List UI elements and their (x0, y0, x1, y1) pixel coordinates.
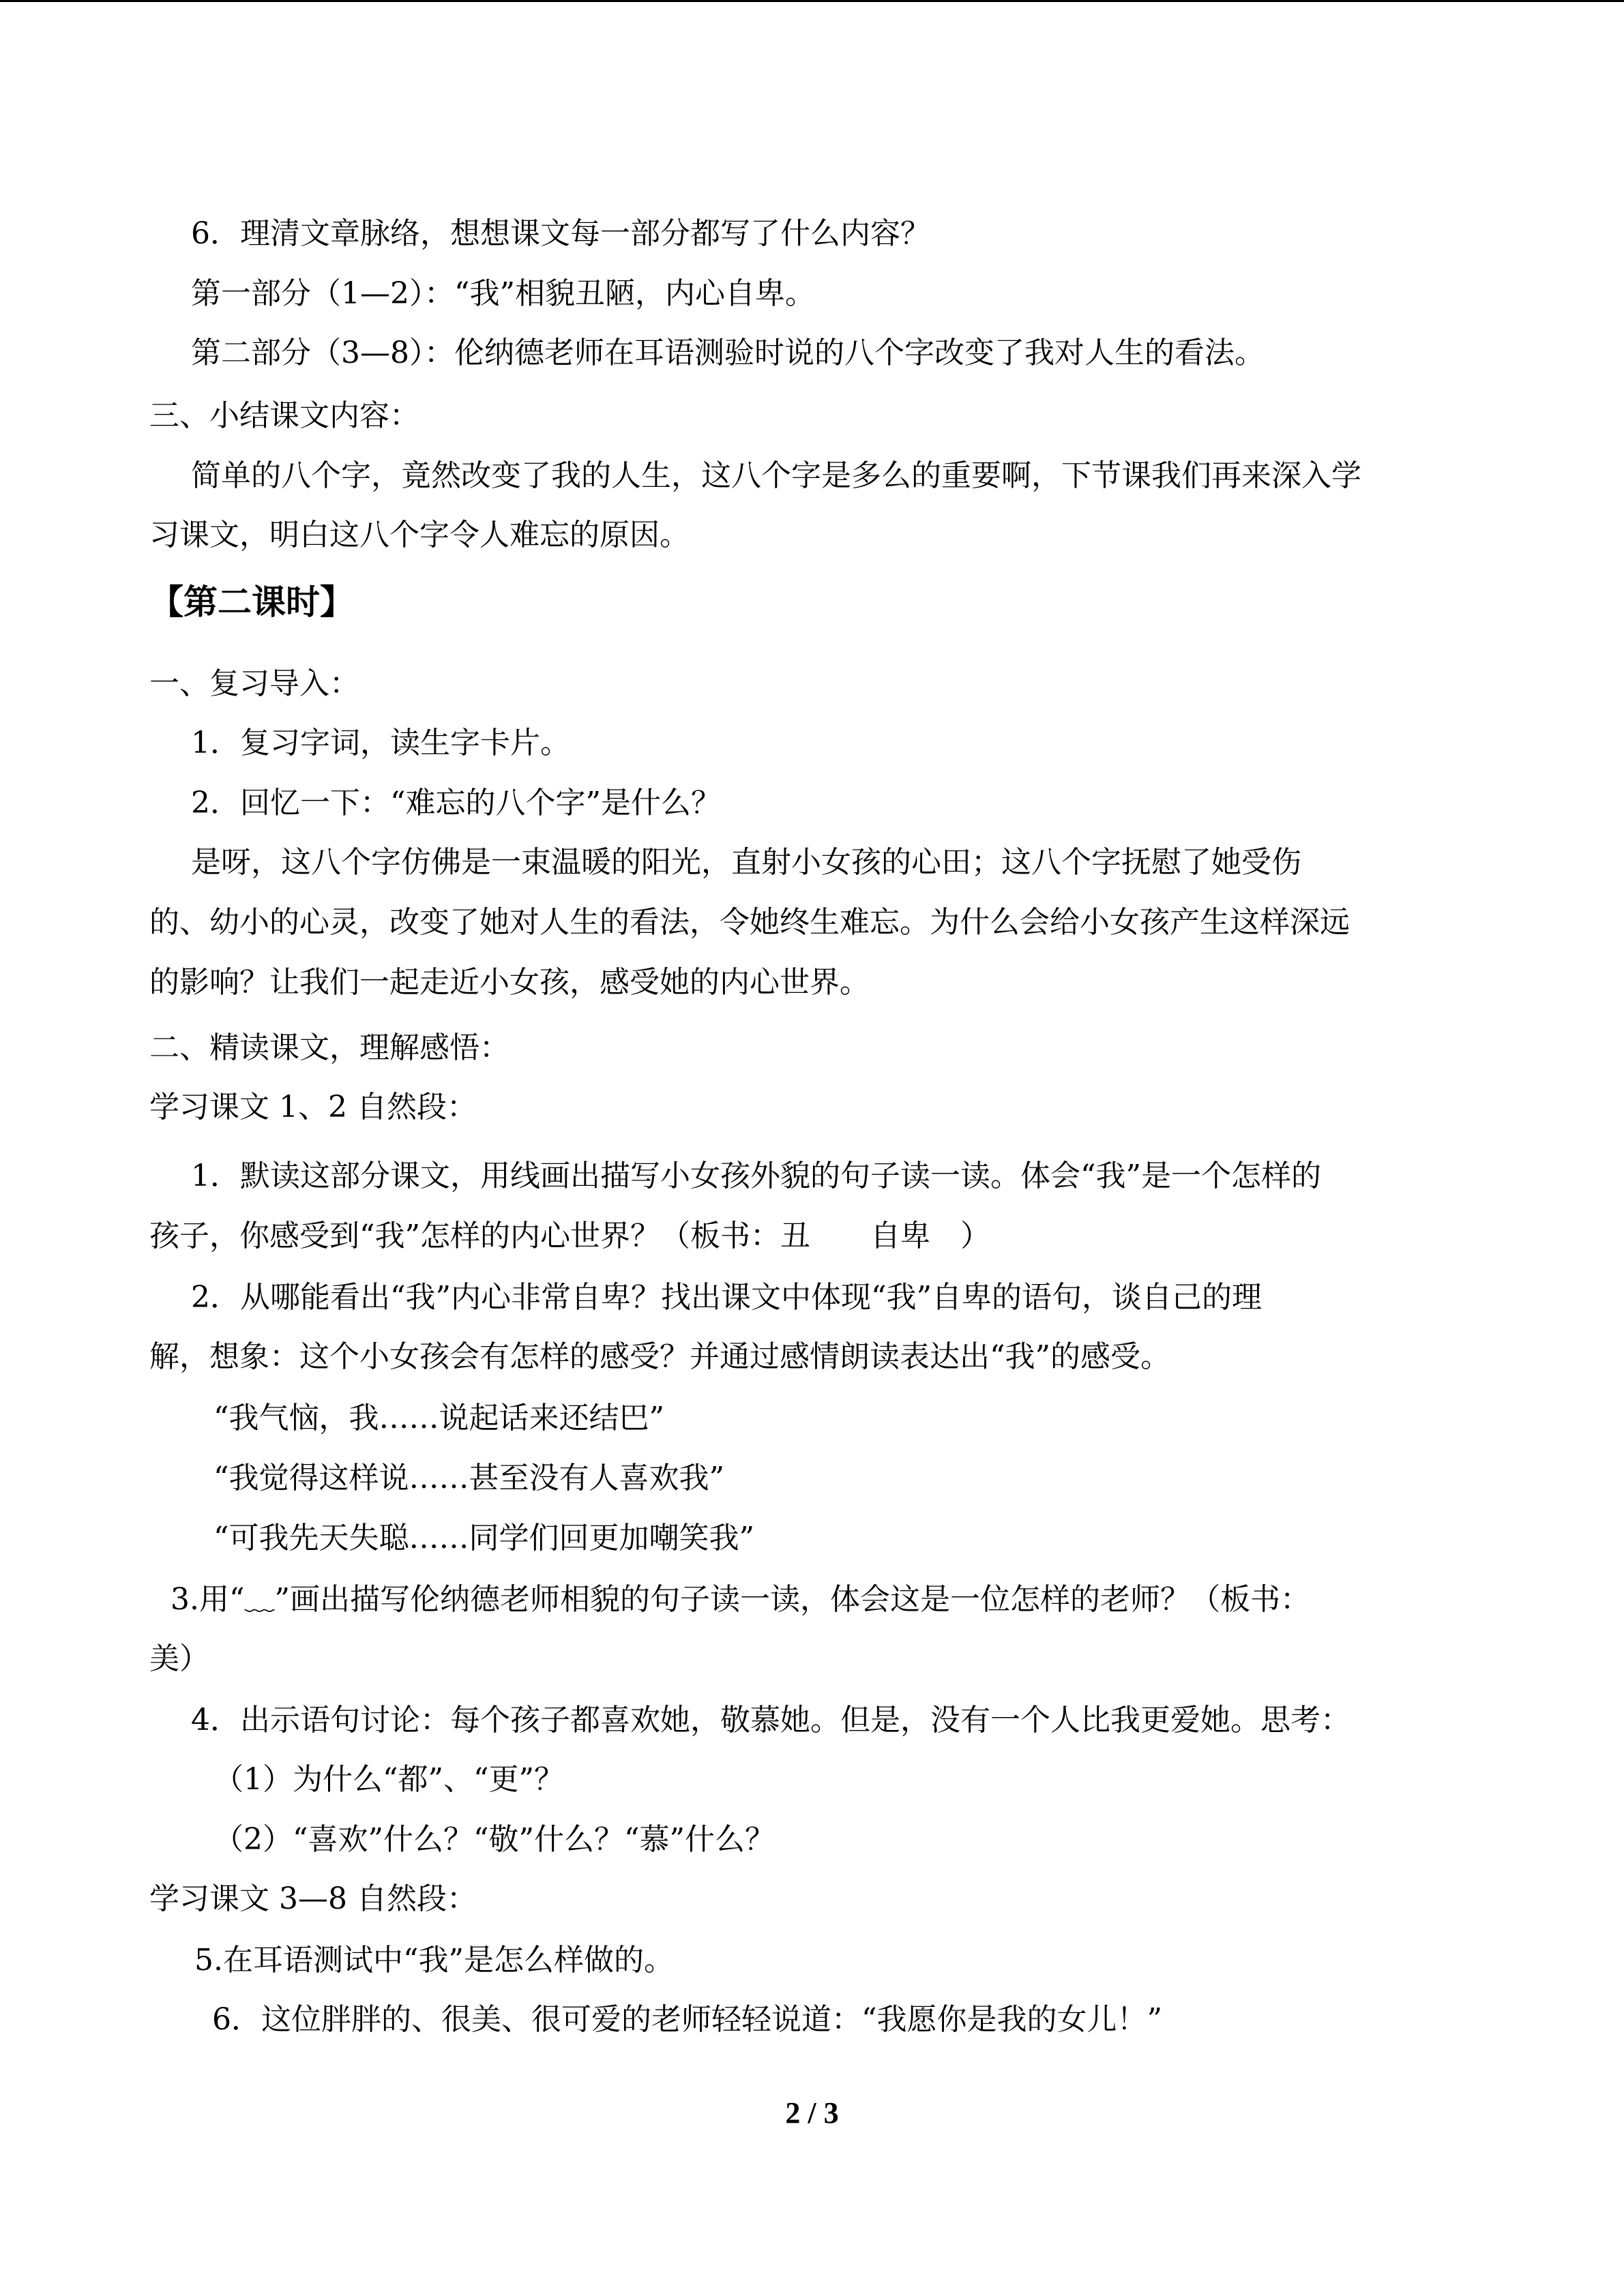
step-3-line-2: 美） (149, 1641, 209, 1676)
step-4-sub-question-1: （1）为什么“都”、“更”？ (213, 1762, 564, 1797)
step-2-line-2: 解，想象：这个小女孩会有怎样的感受？并通过感情朗读表达出“我”的感受。 (149, 1339, 1170, 1374)
step-6-outline-question: 6．理清文章脉络，想想课文每一部分都写了什么内容？ (191, 216, 930, 251)
step-6-teacher-quote: 6．这位胖胖的、很美、很可爱的老师轻轻说道：“我愿你是我的女儿！” (212, 2002, 1162, 2037)
summary-paragraph-line-1: 简单的八个字，竟然改变了我的人生，这八个字是多么的重要啊，下节课我们再来深入学 (191, 458, 1361, 493)
step-5: 5.在耳语测试中“我”是怎么样做的。 (194, 1943, 674, 1978)
part-two-summary: 第二部分（3—8）：伦纳德老师在耳语测验时说的八个字改变了我对人生的看法。 (191, 336, 1265, 370)
intro-paragraph-line-1: 是呀，这八个字仿佛是一束温暖的阳光，直射小女孩的心田；这八个字抚慰了她受伤 (191, 845, 1301, 880)
review-step-2: 2．回忆一下：“难忘的八个字”是什么？ (191, 786, 721, 820)
step-4-line-1: 4．出示语句讨论：每个孩子都喜欢她，敬慕她。但是，没有一个人比我更爱她。思考： (191, 1703, 1350, 1738)
review-section-heading: 一、复习导入： (149, 666, 359, 701)
paragraphs-3-8-subheading: 学习课文 3—8 自然段： (149, 1881, 477, 1916)
step-1-line-1: 1．默读这部分课文，用线画出描写小女孩外貌的句子读一读。体会“我”是一个怎样的 (191, 1159, 1321, 1193)
step-4-sub-question-2: （2）“喜欢”什么？“敬”什么？“慕”什么？ (213, 1822, 775, 1857)
review-step-1: 1．复习字词，读生字卡片。 (191, 726, 570, 760)
paragraphs-1-2-subheading: 学习课文 1、2 自然段： (149, 1090, 477, 1124)
quote-1: “我气恼，我……说起话来还结巴” (213, 1401, 664, 1435)
step-1-line-2: 孩子，你感受到“我”怎样的内心世界？（板书：丑 自卑 ） (149, 1219, 990, 1253)
quote-3: “可我先天失聪……同学们回更加嘲笑我” (213, 1521, 754, 1555)
section-3-heading: 三、小结课文内容： (149, 398, 419, 433)
page-number: 2 / 3 (785, 2096, 839, 2130)
close-reading-section-heading: 二、精读课文，理解感悟： (149, 1030, 510, 1065)
step-3-line-1: 3.用“﹏”画出描写伦纳德老师相貌的句子读一读，体会这是一位怎样的老师？（板书： (171, 1582, 1310, 1617)
intro-paragraph-line-2: 的、幼小的心灵，改变了她对人生的看法，令她终生难忘。为什么会给小女孩产生这样深远 (149, 905, 1350, 940)
part-one-summary: 第一部分（1—2）：“我”相貌丑陋，内心自卑。 (191, 276, 815, 311)
summary-paragraph-line-2: 习课文，明白这八个字令人难忘的原因。 (149, 518, 690, 552)
step-2-line-1: 2．从哪能看出“我”内心非常自卑？找出课文中体现“我”自卑的语句，谈自己的理 (191, 1280, 1262, 1315)
lesson-2-title: 【第二课时】 (149, 582, 354, 622)
intro-paragraph-line-3: 的影响？让我们一起走近小女孩，感受她的内心世界。 (149, 965, 870, 1000)
quote-2: “我觉得这样说……甚至没有人喜欢我” (213, 1461, 724, 1495)
